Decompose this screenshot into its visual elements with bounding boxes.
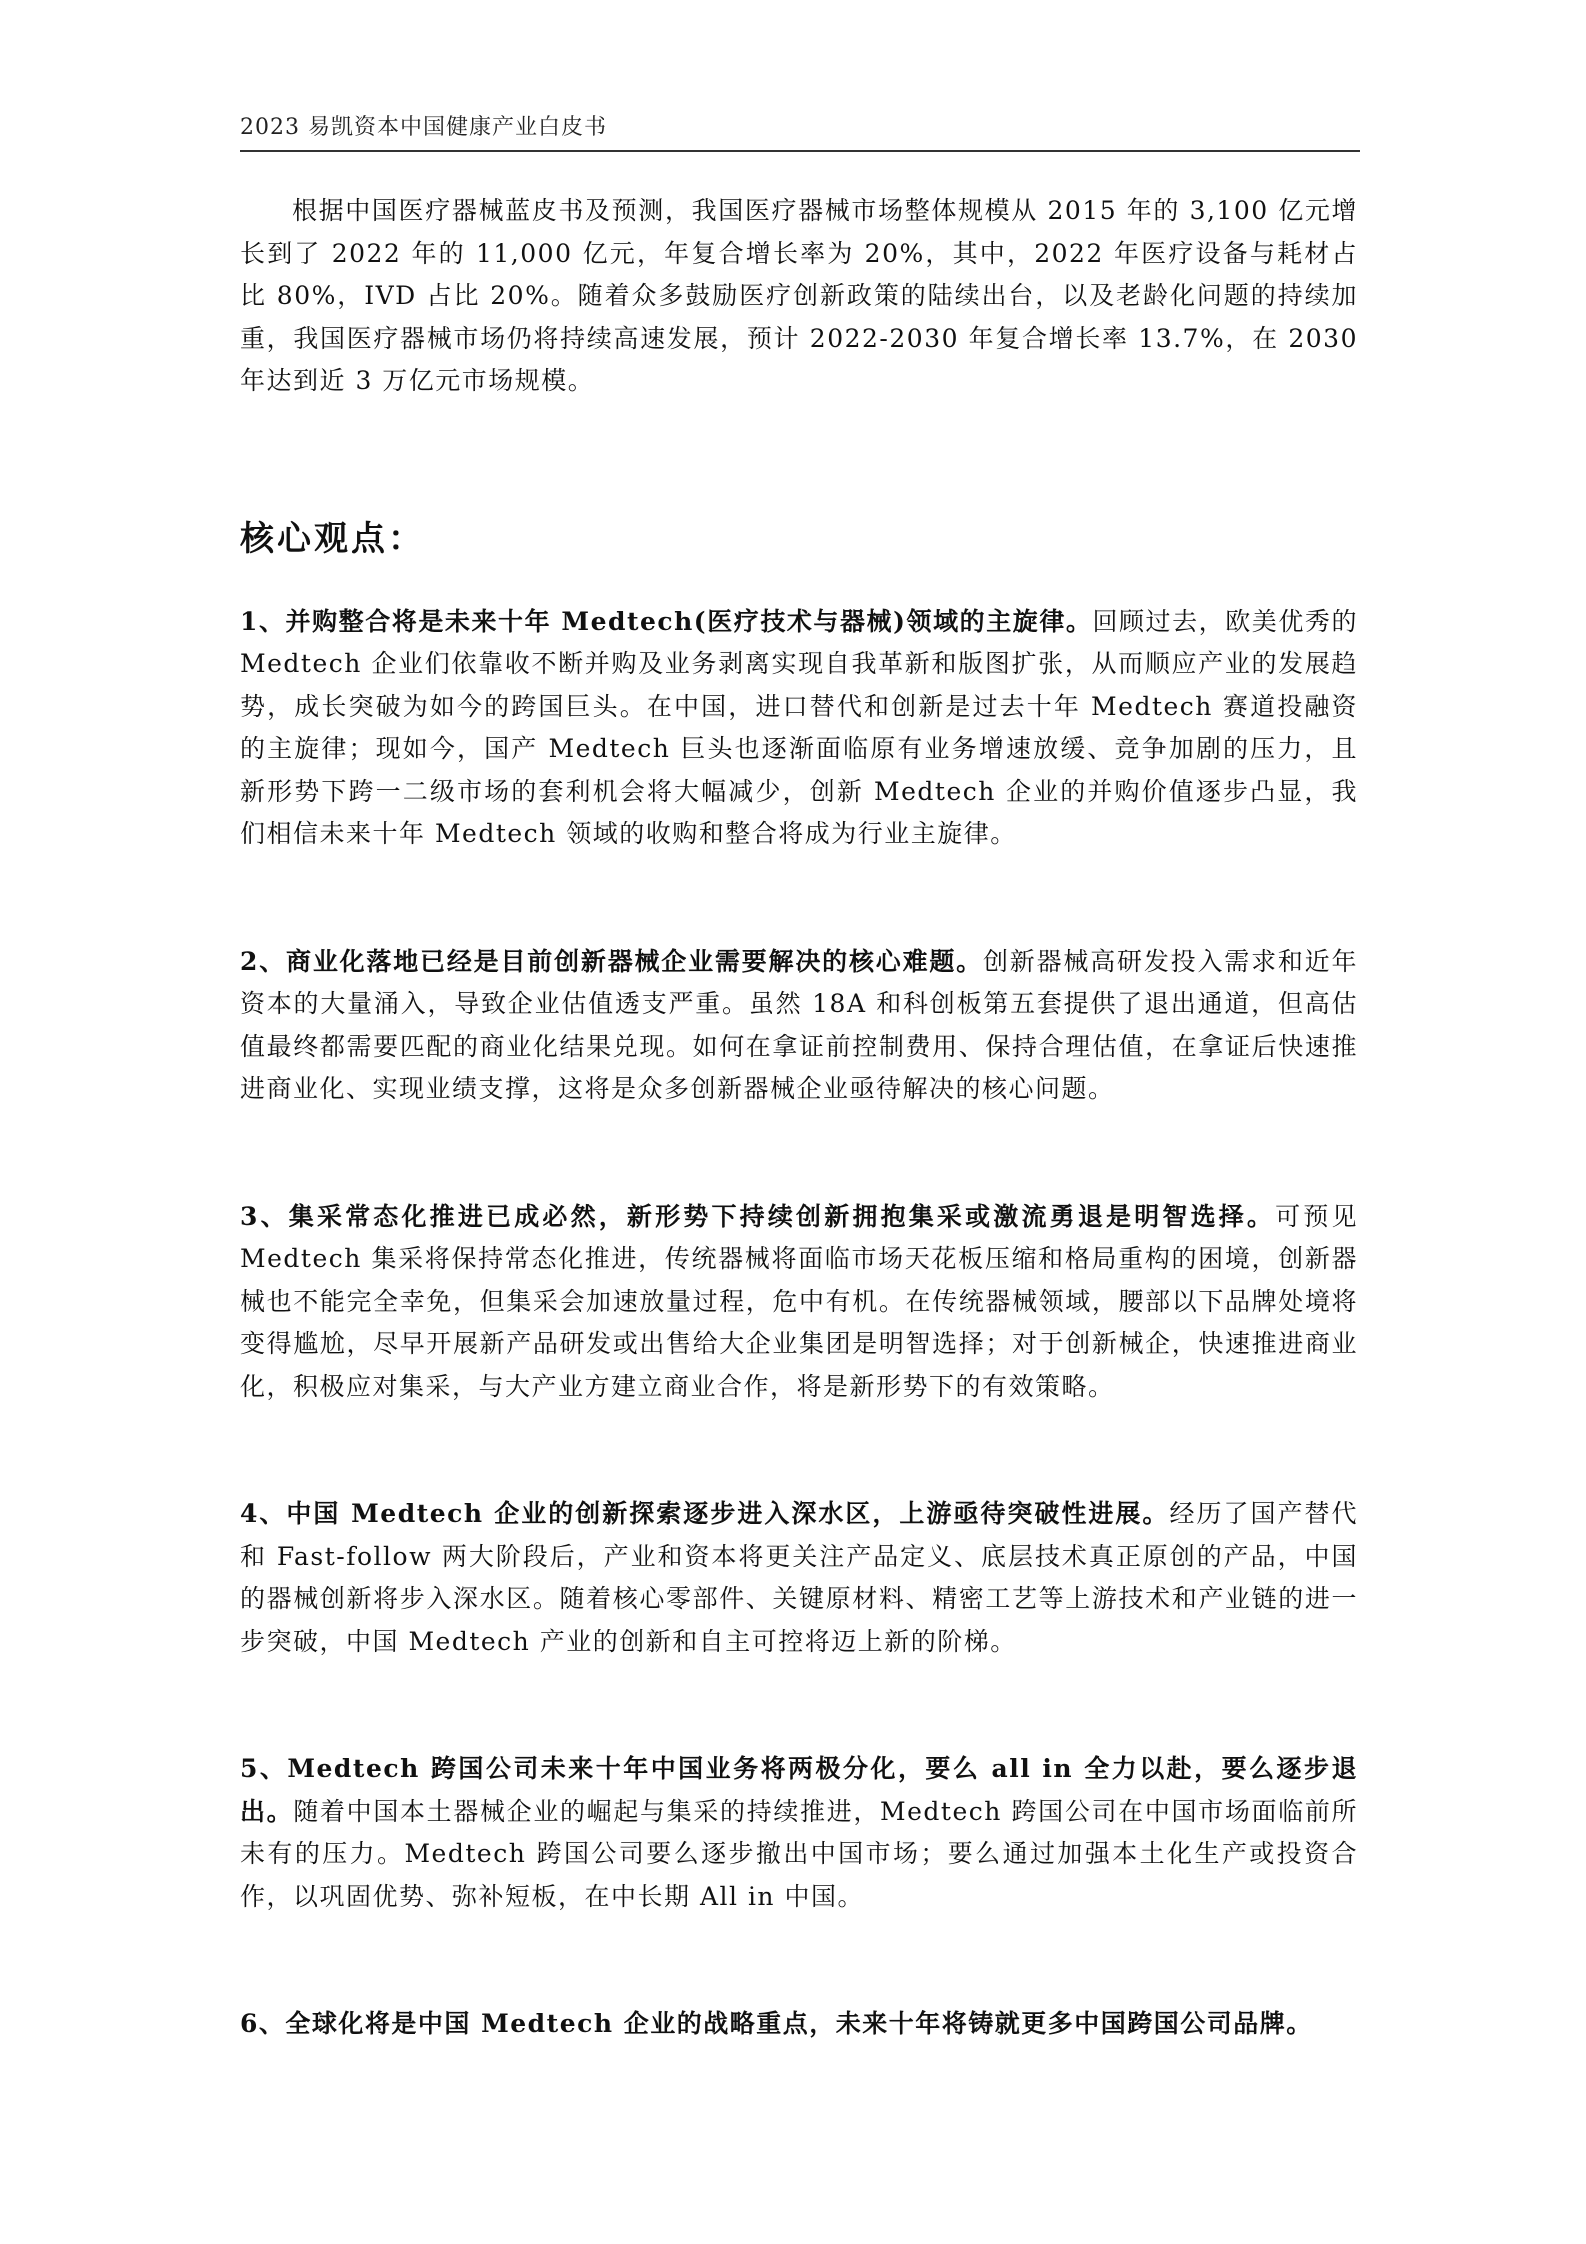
key-point-5 <box>240 1748 1358 1918</box>
intro-paragraph: 根据中国医疗器械蓝皮书及预测，我国医疗器械市场整体规模从 2015 年的 3,100 亿元增长到了 2022 年的 11,000 亿元，年复合增长率为 20%，其中，2022 年医疗设备与耗材占比 80%，IVD 占比 20%。随着众多鼓励医疗创新政策的陆续出台，以及老龄化问题的持续加重，我国医疗器械市场仍将持续高速发展，预计 2022-2030 年复合增长率 13.7%，在 2030 年达到近 3 万亿元市场规模。 <box>240 196 1358 395</box>
key-point-body: 随着中国本土器械企业的崛起与集采的持续推进，Medtech 跨国公司在中国市场面临前所未有的压力。Medtech 跨国公司要么逐步撤出中国市场；要么通过加强本土化生产或投资合作，以巩固优势、弥补短板，在中长期 All in 中国。 <box>240 1796 1358 1911</box>
section-title: 核心观点： <box>240 518 425 559</box>
key-point-lead: 2、商业化落地已经是目前创新器械企业需要解决的核心难题。 <box>240 946 983 976</box>
key-point-lead: 5、Medtech 跨国公司未来十年中国业务将两极分化，要么 all in 全力以赴，要么逐步退出。 <box>240 1754 1358 1826</box>
key-point-lead: 1、并购整合将是未来十年 Medtech(医疗技术与器械)领域的主旋律。 <box>240 606 1093 636</box>
key-point-lead: 4、中国 Medtech 企业的创新探索逐步进入深水区，上游亟待突破性进展。 <box>240 1499 1170 1528</box>
key-point-2 <box>240 941 1358 1111</box>
key-point-3 <box>240 1196 1358 1409</box>
running-header: 2023 易凯资本中国健康产业白皮书 <box>240 112 1360 152</box>
key-point-body: 回顾过去，欧美优秀的 Medtech 企业们依靠收不断并购及业务剥离实现自我革新和版图扩张，从而顺应产业的发展趋势，成长突破为如今的跨国巨头。在中国，进口替代和创新是过去十年 Medtech 赛道投融资的主旋律；现如今，国产 Medtech 巨头也逐渐面临原有业务增速放缓、竞争加剧的压力，且新形势下跨一二级市场的套利机会将大幅减少，创新 Medtech 企业的并购价值逐步凸显，我们相信未来十年 Medtech 领域的收购和整合将成为行业主旋律。 <box>240 606 1358 848</box>
key-point-1 <box>240 601 1358 856</box>
key-point-body: 创新器械高研发投入需求和近年资本的大量涌入，导致企业估值透支严重。虽然 18A 和科创板第五套提供了退出通道，但高估值最终都需要匹配的商业化结果兑现。如何在拿证前控制费用、保持合理估值，在拿证后快速推进商业化、实现业绩支撑，这将是众多创新器械企业亟待解决的核心问题。 <box>240 946 1358 1103</box>
key-point-body: 经历了国产替代和 Fast-follow 两大阶段后，产业和资本将更关注产品定义、底层技术真正原创的产品，中国的器械创新将步入深水区。随着核心零部件、关键原材料、精密工艺等上游技术和产业链的进一步突破，中国 Medtech 产业的创新和自主可控将迈上新的阶梯。 <box>240 1499 1358 1656</box>
key-point-lead: 3、集采常态化推进已成必然，新形势下持续创新拥抱集采或激流勇退是明智选择。 <box>240 1201 1276 1231</box>
key-point-6 <box>240 2003 1358 2046</box>
key-point-body: 可预见 Medtech 集采将保持常态化推进，传统器械将面临市场天花板压缩和格局重构的困境，创新器械也不能完全幸免，但集采会加速放量过程，危中有机。在传统器械领域，腰部以下品牌处境将变得尴尬，尽早开展新产品研发或出售给大企业集团是明智选择；对于创新械企，快速推进商业化，积极应对集采，与大产业方建立商业合作，将是新形势下的有效策略。 <box>240 1201 1358 1401</box>
key-point-4 <box>240 1493 1358 1663</box>
key-point-lead: 6、全球化将是中国 Medtech 企业的战略重点，未来十年将铸就更多中国跨国公司品牌。 <box>240 2009 1313 2038</box>
page-content <box>240 190 1358 2046</box>
